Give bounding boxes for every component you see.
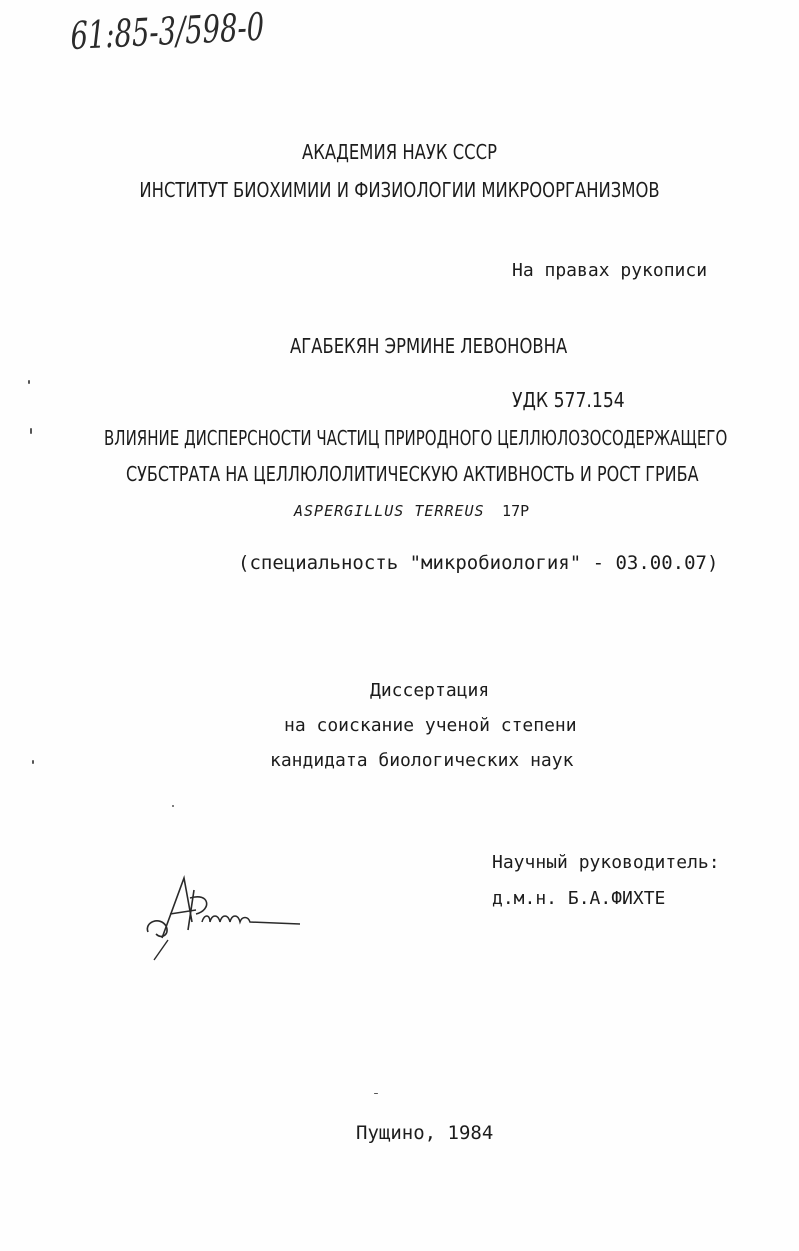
scan-speck xyxy=(28,380,30,384)
degree-name: кандидата биологических наук xyxy=(270,750,574,771)
rights-note: На правах рукописи xyxy=(512,260,708,281)
scan-speck xyxy=(32,760,34,764)
title-line-2: СУБСТРАТА НА ЦЕЛЛЮЛОЛИТИЧЕСКУЮ АКТИВНОСТЬ И РОСТ ГРИБА xyxy=(126,462,699,486)
strain-code: 17Р xyxy=(502,502,530,520)
scan-speck xyxy=(374,1093,378,1094)
dissertation-label: Диссертация xyxy=(370,680,490,701)
place-year: Пущино, 1984 xyxy=(356,1122,494,1144)
institute-heading: ИНСТИТУТ БИОХИМИИ И ФИЗИОЛОГИИ МИКРООРГАНИЗМОВ xyxy=(139,178,660,202)
title-line-1: ВЛИЯНИЕ ДИСПЕРСНОСТИ ЧАСТИЦ ПРИРОДНОГО ЦЕЛЛЮЛОЗОСОДЕРЖАЩЕГО xyxy=(104,426,728,450)
academy-heading: АКАДЕМИЯ НАУК СССР xyxy=(302,140,497,164)
scan-speck xyxy=(172,805,174,807)
degree-purpose: на соискание ученой степени xyxy=(284,715,577,736)
author-name: АГАБЕКЯН ЭРМИНЕ ЛЕВОНОВНА xyxy=(290,334,568,358)
udk-code: УДК 577.154 xyxy=(512,388,625,412)
supervisor-name: д.м.н. Б.А.ФИХТЕ xyxy=(492,888,666,909)
organism-name: ASPERGILLUS TERREUS xyxy=(294,502,485,520)
archive-code-handwritten: 61:85-3/598-0 xyxy=(70,4,265,58)
author-signature xyxy=(140,870,310,965)
title-organism-line xyxy=(294,499,529,521)
scan-speck xyxy=(30,428,32,434)
specialty-line: (специальность "микробиология" - 03.00.07) xyxy=(238,552,719,574)
supervisor-label: Научный руководитель: xyxy=(492,852,720,873)
